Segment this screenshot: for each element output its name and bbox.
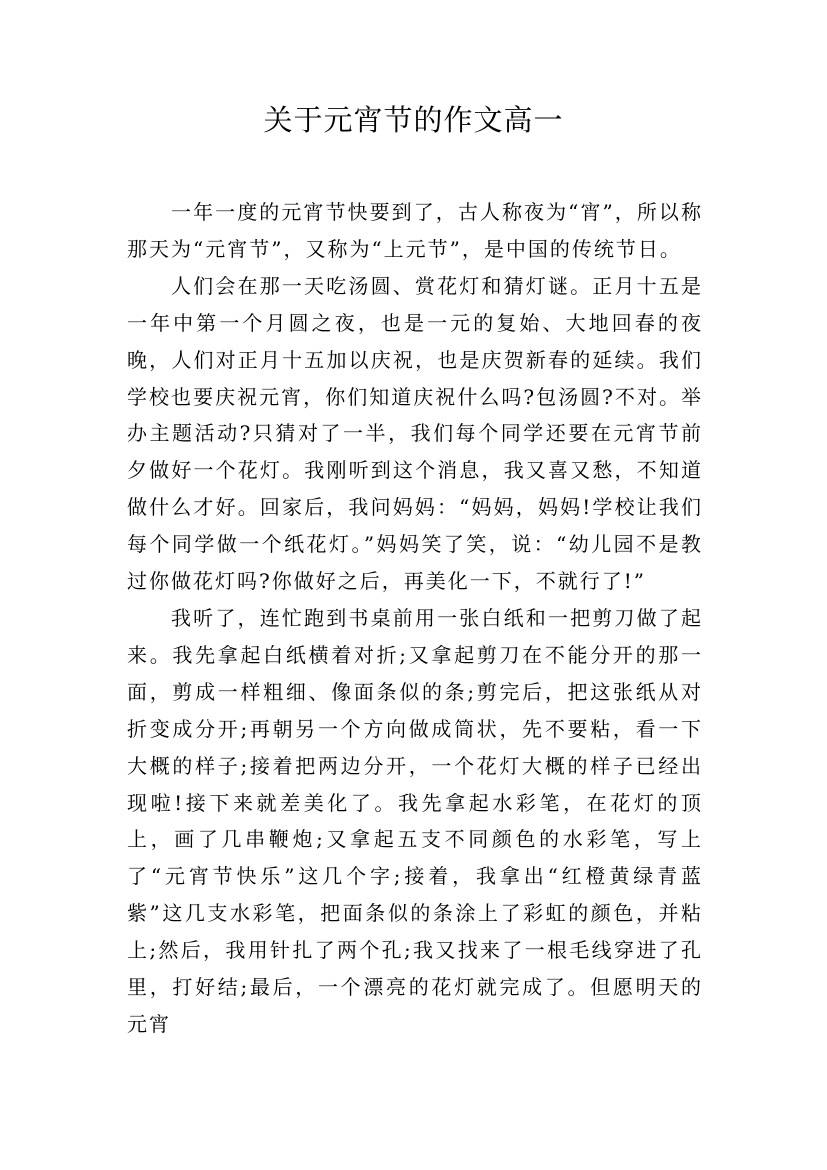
- document-body: [127, 194, 703, 1043]
- paragraph: 人们会在那一天吃汤圆、赏花灯和猜灯谜。正月十五是一年中第一个月圆之夜，也是一元的复始、大地回春的夜晚，人们对正月十五加以庆祝，也是庆贺新春的延续。我们学校也要庆祝元宵，你们知道庆祝什么吗?包汤圆?不对。举办主题活动?只猜对了一半，我们每个同学还要在元宵节前夕做好一个花灯。我刚听到这个消息，我又喜又愁，不知道做什么才好。回家后，我问妈妈：“妈妈，妈妈!学校让我们每个同学做一个纸花灯。”妈妈笑了笑，说：“幼儿园不是教过你做花灯吗?你做好之后，再美化一下，不就行了!”: [127, 273, 703, 594]
- paragraph: 我听了，连忙跑到书桌前用一张白纸和一把剪刀做了起来。我先拿起白纸横着对折;又拿起剪刀在不能分开的那一面，剪成一样粗细、像面条似的条;剪完后，把这张纸从对折变成分开;再朝另一个方向做成筒状，先不要粘，看一下大概的样子;接着把两边分开，一个花灯大概的样子已经出现啦!接下来就差美化了。我先拿起水彩笔，在花灯的顶上，画了几串鞭炮;又拿起五支不同颜色的水彩笔，写上了“元宵节快乐”这几个字;接着，我拿出“红橙黄绿青蓝紫”这几支水彩笔，把面条似的条涂上了彩虹的颜色，并粘上;然后，我用针扎了两个孔;我又找来了一根毛线穿进了孔里，打好结;最后，一个漂亮的花灯就完成了。但愿明天的元宵: [127, 605, 703, 1036]
- paragraph: 一年一度的元宵节快要到了，古人称夜为“宵”，所以称那天为“元宵节”，又称为“上元节”，是中国的传统节日。: [127, 200, 703, 261]
- document-title: 关于元宵节的作文高一: [263, 103, 564, 137]
